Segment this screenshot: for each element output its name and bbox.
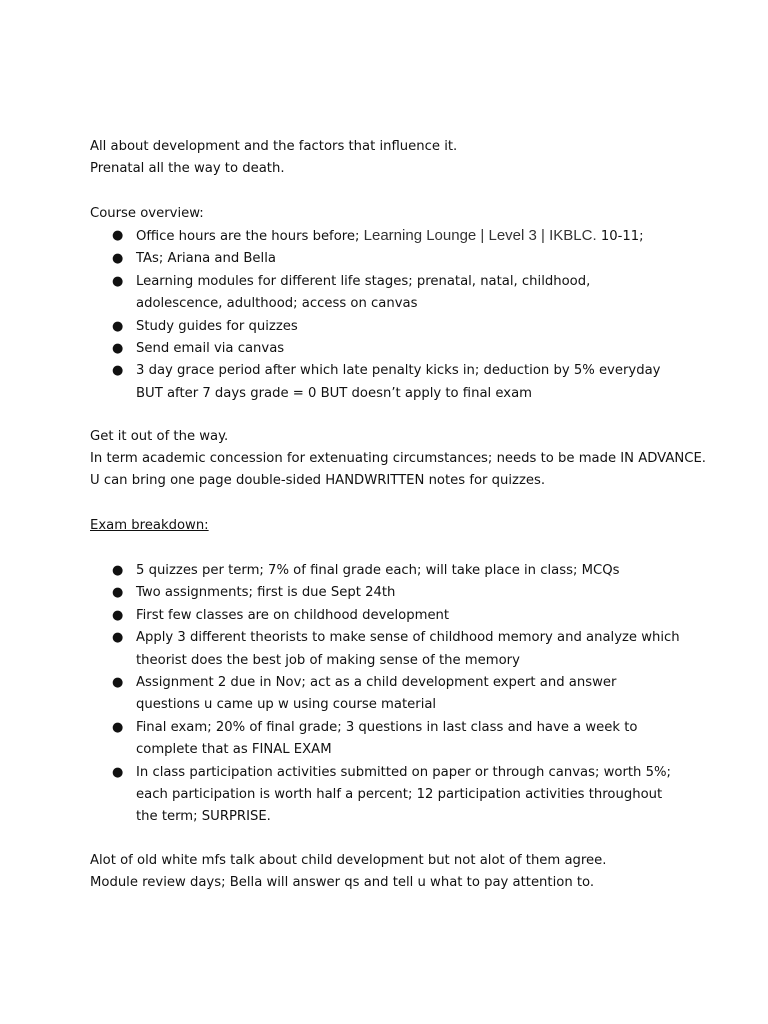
bullet-icon: ● [112,341,124,357]
course-overview-list [90,225,680,405]
office-hours-text: Office hours are the hours before; [136,229,364,244]
list-item-text: TAs; Ariana and Bella [136,251,276,267]
list-item-text: Learning modules for different life stages; prenatal, natal, childhood, adolescence, adulthood; access on canvas [136,273,591,312]
list-item-text: Final exam; 20% of final grade; 3 questions in last class and have a week to complete that as FINAL EXAM [136,719,638,758]
office-hours-location: Learning Lounge | Level 3 | IKBLC. [363,227,597,244]
bullet-icon: ● [112,251,124,267]
bullet-icon: ● [112,318,124,334]
list-item-text: Two assignments; first is due Sept 24th [136,585,396,601]
closing-line-1: Alot of old white mfs talk about child development but not alot of them agree. [90,853,607,868]
bullet-icon: ● [112,228,124,243]
bullet-icon: ● [112,563,124,578]
exam-breakdown-list [90,560,680,829]
list-item [90,360,680,405]
list-item-text: Study guides for quizzes [136,318,298,334]
bullet-icon: ● [112,273,124,289]
bullet-icon: ● [112,675,124,691]
bullet-icon: ● [112,630,124,646]
intro-line-2: Prenatal all the way to death. [90,161,285,176]
course-overview-heading: Course overview: [90,206,204,221]
intro-line-1: All about development and the factors that influence it. [90,139,458,154]
list-item-text: 5 quizzes per term; 7% of final grade each; will take place in class; MCQs [136,563,620,578]
exam-breakdown-heading: Exam breakdown: [90,518,209,533]
list-item [90,225,680,248]
list-item [90,560,680,582]
bullet-icon: ● [112,607,124,623]
notes-line-3: U can bring one page double-sided HANDWRITTEN notes for quizzes. [90,473,546,488]
office-hours-time: 10-11; [596,229,644,244]
list-item [90,627,680,672]
closing-line-2: Module review days; Bella will answer qs and tell u what to pay attention to. [90,875,595,890]
list-item-text: Send email via canvas [136,341,285,357]
bullet-icon: ● [112,585,124,601]
list-item [90,672,680,717]
notes-line-1: Get it out of the way. [90,429,229,444]
notes-line-2: In term academic concession for extenuating circumstances; needs to be made IN ADVANCE. [90,451,706,466]
list-item [90,762,680,829]
bullet-icon: ● [112,764,124,780]
list-item [90,248,680,270]
list-item [90,582,680,604]
list-item-text: In class participation activities submitted on paper or through canvas; worth 5%; each participation is worth half a percent; 12 participation activities throughout the term; SURPRISE. [136,764,671,825]
list-item-text: First few classes are on childhood development [136,607,450,623]
list-item-text: Assignment 2 due in Nov; act as a child development expert and answer questions u came up w using course material [136,675,617,713]
list-item [90,271,680,316]
bullet-icon: ● [112,719,124,735]
bullet-icon: ● [112,363,124,379]
list-item [90,605,680,627]
list-item [90,338,680,360]
list-item [90,316,680,338]
list-item [90,717,680,762]
list-item-text: 3 day grace period after which late penalty kicks in; deduction by 5% everyday BUT after 7 days grade = 0 BUT doesn’t apply to final exam [136,363,661,401]
list-item-text: Apply 3 different theorists to make sense of childhood memory and analyze which theorist does the best job of making sense of the memory [136,630,680,668]
